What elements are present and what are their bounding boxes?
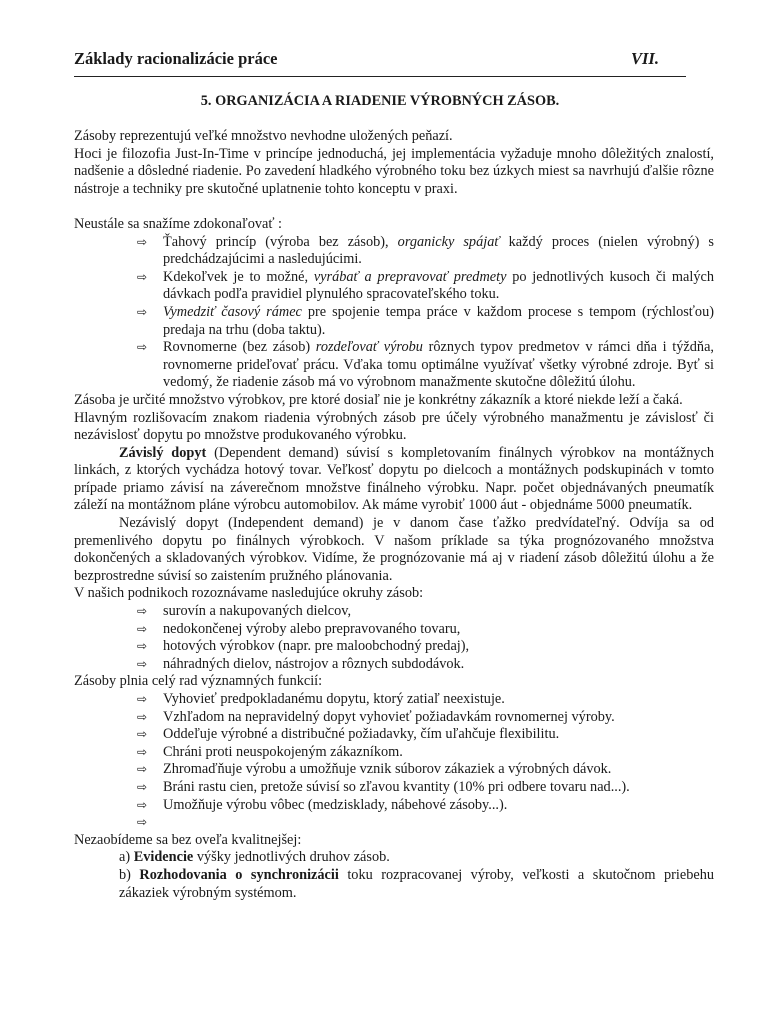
arrow-right-icon: ⇨ (137, 797, 148, 812)
arrow-right-icon: ⇨ (137, 621, 148, 636)
list-item: ⇨ Bráni rastu cien, pretože súvisí so zľavou kvantity (10% pri odbere tovaru nad...). (137, 778, 630, 795)
distinction-paragraph: Hlavným rozlišovacím znakom riadenia výrobných zásob pre účely výrobného manažmentu je závislosť či nezávislosť dopytu po množstve produkovaného výrobku. (74, 409, 714, 444)
arrow-right-icon: ⇨ (137, 709, 148, 724)
arrow-right-icon: ⇨ (137, 744, 148, 759)
list-item: ⇨ Zhromaďňuje výrobu a umožňuje vznik súborov zákaziek a výrobných dávok. (137, 761, 612, 778)
list-item (137, 814, 714, 832)
list-item: ⇨ surovín a nakupovaných dielcov, (137, 603, 352, 620)
list-item: ⇨ Vymedziť časový rámec pre spojenie tempa práce v každom procese s tempom (rýchlosťou) predaja na trhu (doba taktu). (137, 303, 714, 338)
areas-lead: V našich podnikoch rozoznávame nasledujúce okruhy zásob: (74, 585, 424, 602)
quality-item-b: b) Rozhodovania o synchronizácii toku rozpracovanej výroby, veľkosti a skutočnom priebehu zákaziek výrobným systémom. (119, 866, 715, 901)
functions-lead: Zásoby plnia celý rad významných funkcií: (74, 673, 323, 690)
list-item: ⇨ hotových výrobkov (napr. pre maloobchodný predaj), (137, 638, 470, 655)
header-rule (74, 76, 686, 77)
arrow-right-icon: ⇨ (137, 762, 148, 777)
arrow-right-icon: ⇨ (137, 656, 148, 671)
list-item: ⇨ Kdekoľvek je to možné, vyrábať a prepravovať predmety po jednotlivých kusoch či malých dávkach podľa pravidiel plynulého spracovateľského toku. (137, 268, 714, 303)
list-item: ⇨ nedokončenej výroby alebo prepravovaného tovaru, (137, 620, 461, 637)
list-item: ⇨ náhradných dielov, nástrojov a rôznych subdodávok. (137, 655, 465, 672)
quality-lead: Nezaobídeme sa bez oveľa kvalitnejšej: (74, 831, 302, 848)
list-item: ⇨ Oddeľuje výrobné a distribučné požiadavky, čím uľahčuje flexibilitu. (137, 726, 560, 743)
definition-paragraph: Zásoba je určité množstvo výrobkov, pre ktoré dosiaľ nie je konkrétny zákazník a ktoré niekde leží a čaká. (74, 391, 683, 408)
arrow-right-icon: ⇨ (137, 779, 148, 794)
arrow-right-icon: ⇨ (137, 727, 148, 742)
intro-paragraph-1: Zásoby reprezentujú veľké množstvo nevhodne uložených peňazí. (74, 128, 453, 144)
quality-item-a: a) Evidencie výšky jednotlivých druhov zásob. (119, 849, 390, 866)
independent-demand-paragraph: Nezávislý dopyt (Independent demand) je v danom čase ťažko predvídateľný. Odvíja sa od premenlivého dopytu po finálnych výrobkoch. V našom príklade sa týka prognózovaného množstva dokončených a skladovaných výrobkov. Vidíme, že prognózovanie má aj v riadení zásob dôležitú úlohu a že bezprostredne súvisí so zaistením pružného plánovania. (74, 515, 714, 584)
arrow-right-icon: ⇨ (137, 304, 148, 319)
list-item: ⇨ Umožňuje výrobu vôbec (medzisklady, nábehové zásoby...). (137, 796, 508, 813)
arrow-right-icon: ⇨ (137, 639, 148, 654)
list-item: ⇨ Vzhľadom na nepravidelný dopyt vyhovieť požiadavkám rovnomernej výroby. (137, 708, 615, 725)
header-title: Základy racionalizácie práce (74, 49, 278, 68)
dependent-demand-paragraph: Závislý dopyt (Dependent demand) súvisí s kompletovaním finálnych výrobkov na montážnych linkách, z ktorých vychádza hotový tovar. Veľkosť dopytu po dielcoch a montážnych podskupinách v tomto prípade priamo závisí na záverečnom množstve finálneho výrobku. Napr. počet objednávaných pneumatík záleží na montážnom pláne výrobcu automobilov. Ak máme vyrobiť 1000 áut - objednáme 5000 pneumatík. (74, 444, 715, 514)
list-item: ⇨ Chráni proti neuspokojeným zákazníkom. (137, 743, 403, 760)
arrow-right-icon: ⇨ (137, 692, 148, 706)
arrow-right-icon: ⇨ (137, 269, 148, 284)
arrow-right-icon: ⇨ (137, 234, 148, 249)
improve-list (74, 234, 714, 392)
list-item: ⇨ Ťahový princíp (výroba bez zásob), organicky spájať každý proces (nielen výrobný) s predchádzajúcimi a nasledujúcimi. (137, 233, 714, 268)
arrow-right-icon: ⇨ (137, 815, 148, 830)
areas-list (74, 603, 714, 673)
arrow-right-icon: ⇨ (137, 604, 148, 619)
section-heading: 5. ORGANIZÁCIA A RIADENIE VÝROBNÝCH ZÁSOB. (200, 93, 560, 109)
arrow-right-icon: ⇨ (137, 340, 148, 355)
intro-paragraph-2: Hoci je filozofia Just-In-Time v princípe jednoduchá, jej implementácia vyžaduje mnoho dôležitých znalostí, nadšenie a dôsledné riadenie. Po zavedení hladkého výrobného toku bez úzkych miest sa navrhujú ďalšie rôzne nástroje a techniky pre skutočné uplatnenie tohto konceptu v praxi. (74, 145, 714, 197)
list-item: ⇨ Vyhovieť predpokladanému dopytu, ktorý zatiaľ neexistuje. (137, 691, 505, 707)
header-chapter-marker: VII. (631, 49, 659, 68)
improve-lead: Neustále sa snažíme zdokonaľovať : (74, 215, 283, 232)
document-body (74, 128, 714, 902)
functions-list (74, 691, 714, 832)
list-item: ⇨ Rovnomerne (bez zásob) rozdeľovať výrobu rôznych typov predmetov v rámci dňa i týždňa, rovnomerne prideľovať prácu. Vďaka tomu optimálne využívať všetky výrobné zdroje. Byť si vedomý, že riadenie zásob má vo výrobnom manažmente skutočne dôležitú úlohu. (137, 339, 714, 391)
